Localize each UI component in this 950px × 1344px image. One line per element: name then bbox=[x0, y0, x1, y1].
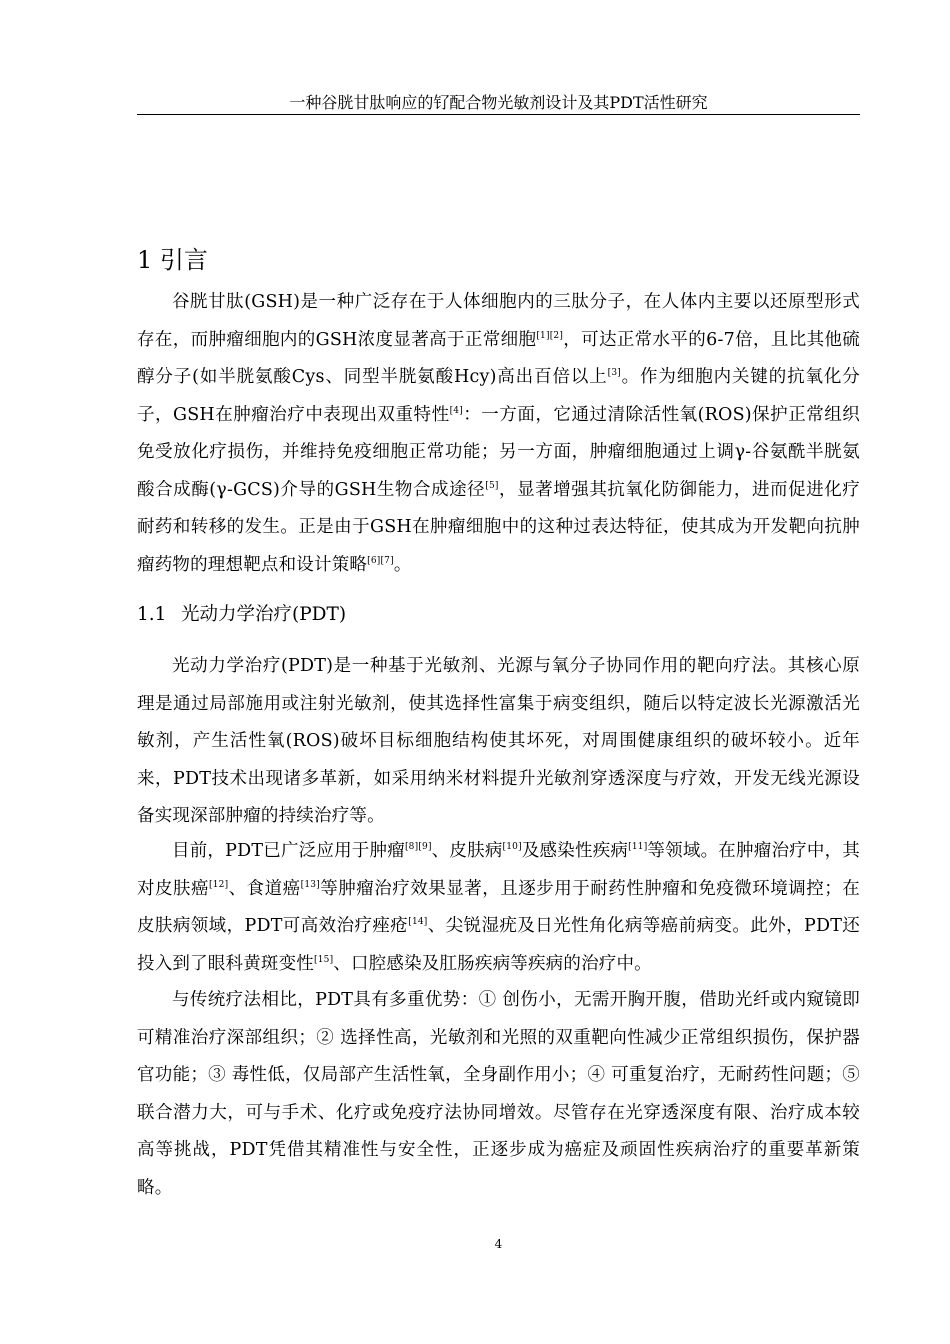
page-number: 4 bbox=[494, 1237, 503, 1251]
citation: [10] bbox=[502, 842, 522, 852]
subsection-heading-pdt bbox=[137, 602, 346, 628]
subsection-title: 光动力学治疗(PDT) bbox=[181, 604, 347, 625]
paragraph-pdt-applications: 目前，PDT已广泛应用于肿瘤[8][9]、皮肤病[10]及感染性疾病[11]等领域。在肿瘤治疗中，其对皮肤癌[12]、食道癌[13]等肿瘤治疗效果显著，且逐步用于耐药性肿瘤和免疫微环境调控；在皮肤病领域，PDT可高效治疗痤疮[14]、尖锐湿疣及日光性角化病等癌前病变。此外，PDT还投入到了眼科黄斑变性[15]、口腔感染及肛肠疾病等疾病的治疗中。 bbox=[137, 841, 860, 974]
citation: [15] bbox=[314, 954, 334, 965]
citation: [11] bbox=[628, 842, 648, 852]
subsection-number: 1.1 bbox=[137, 604, 167, 625]
paragraph-pdt-principle: 光动力学治疗(PDT)是一种基于光敏剂、光源与氧分子协同作用的靶向疗法。其核心原理是通过局部施用或注射光敏剂，使其选择性富集于病变组织，随后以特定波长光源激活光敏剂，产生活性氧(ROS)破坏目标细胞结构使其坏死，对周围健康组织的破坏较小。近年来，PDT技术出现诸多革新，如采用纳米材料提升光敏剂穿透深度与疗效，开发无线光源设备实现深部肿瘤的持续治疗等。 bbox=[137, 656, 860, 826]
header-rule bbox=[137, 114, 860, 115]
paragraph-gsh-intro: 谷胱甘肽(GSH)是一种广泛存在于人体细胞内的三肽分子，在人体内主要以还原型形式存在，而肿瘤细胞内的GSH浓度显著高于正常细胞[1][2]，可达正常水平的6-7倍，且比其他硫醇分子(如半胱氨酸Cys、同型半胱氨酸Hcy)高出百倍以上[3]。作为细胞内关键的抗氧化分子，GSH在肿瘤治疗中表现出双重特性[4]：一方面，它通过清除活性氧(ROS)保护正常组织免受放化疗损伤，并维持免疫细胞正常功能；另一方面，肿瘤细胞通过上调γ-谷氨酰半胱氨酸合成酶(γ-GCS)介导的GSH生物合成途径[5]，显著增强其抗氧化防御能力，进而促进化疗耐药和转移的发生。正是由于GSH在肿瘤细胞中的这种过表达特征，使其成为开发靶向抗肿瘤药物的理想靶点和设计策略[6][7]。 bbox=[137, 292, 861, 575]
citation: [13] bbox=[300, 879, 320, 890]
paragraph-pdt-advantages: 与传统疗法相比，PDT具有多重优势：① 创伤小，无需开胸开腹，借助光纤或内窥镜即可精准治疗深部组织；② 选择性高，光敏剂和光照的双重靶向性减少正常组织损伤，保护器官功能；③ 毒性低，仅局部产生活性氧，全身副作用小；④ 可重复治疗，无耐药性问题；⑤ 联合潜力大，可与手术、化疗或免疫疗法协同增效。尽管存在光穿透深度有限、治疗成本较高等挑战，PDT凭借其精准性与安全性，正逐步成为癌症及顽固性疾病治疗的重要革新策略。 bbox=[137, 990, 860, 1198]
section-heading-introduction: 1 引言 bbox=[137, 246, 208, 274]
citation: [3] bbox=[607, 368, 621, 378]
running-header: 一种谷胱甘肽响应的钌配合物光敏剂设计及其PDT活性研究 bbox=[289, 93, 708, 112]
citation: [4] bbox=[449, 405, 463, 416]
citation: [1][2] bbox=[536, 330, 564, 341]
citation: [12] bbox=[209, 879, 229, 890]
citation: [5] bbox=[485, 480, 499, 491]
citation: [6][7] bbox=[367, 555, 394, 566]
citation: [8][9] bbox=[404, 842, 432, 852]
citation: [14] bbox=[408, 917, 428, 927]
